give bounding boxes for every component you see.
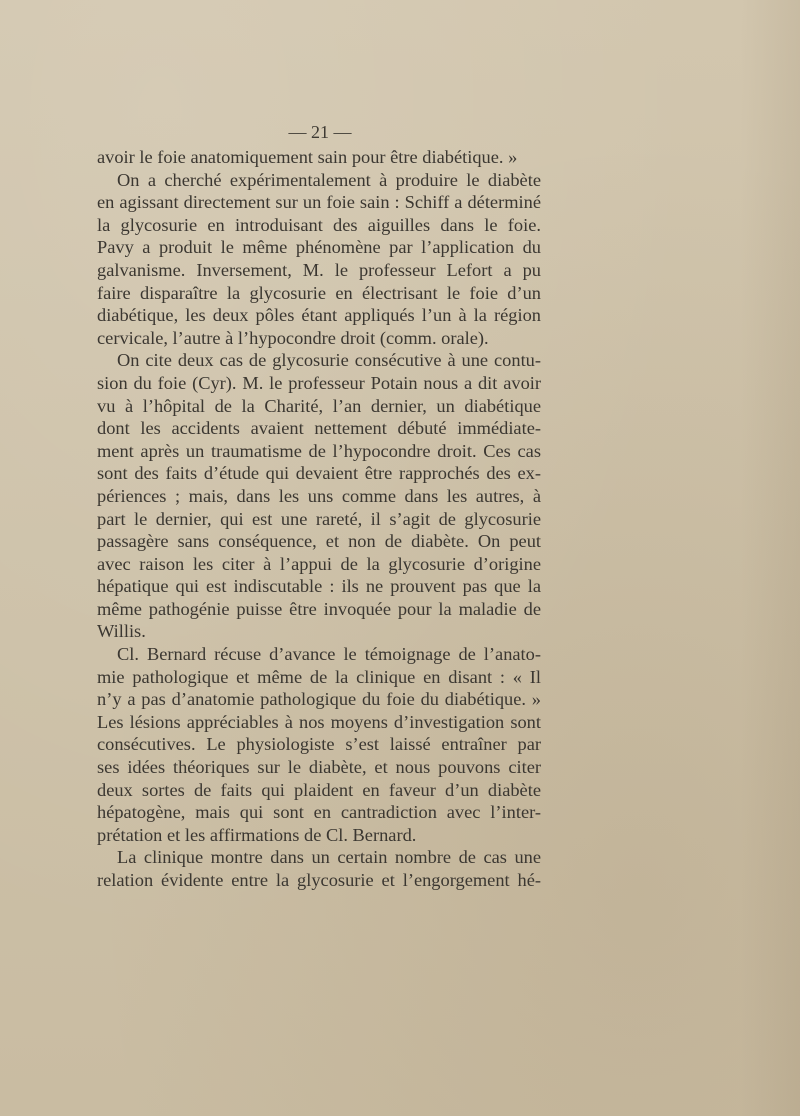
text-line: cervicale, l’autre à l’hypocondre droit (comm. orale). — [97, 327, 489, 348]
text-line: dont les accidents avaient nettement débuté immédiate- — [97, 418, 541, 439]
text-line: diabétique, les deux pôles étant appliqués l’un à la région — [97, 305, 541, 326]
text-line: périences ; mais, dans les uns comme dans les autres, à — [97, 485, 541, 506]
text-line: ment après un traumatisme de l’hypocondre droit. Ces cas — [97, 440, 541, 461]
text-line: faire disparaître la glycosurie en électrisant le foie d’un — [97, 282, 541, 303]
text-line: mie pathologique et même de la clinique en disant : « Il — [97, 666, 541, 687]
text-line: Willis. — [97, 621, 146, 642]
text-line: relation évidente entre la glycosurie et l’engorgement hé- — [97, 870, 541, 890]
text-line: galvanisme. Inversement, M. le professeur Lefort a pu — [97, 259, 541, 280]
text-line: consécutives. Le physiologiste s’est laissé entraîner par — [97, 734, 541, 755]
text-line: On cite deux cas de glycosurie consécutive à une contu- — [117, 350, 541, 371]
text-line: deux sortes de faits qui plaident en faveur d’un diabète — [97, 779, 541, 800]
text-line: même pathogénie puisse être invoquée pour la maladie de — [97, 598, 541, 619]
text-line: part le dernier, qui est une rareté, il s’agit de glycosurie — [97, 508, 541, 529]
text-line: La clinique montre dans un certain nombre de cas une — [117, 847, 541, 868]
text-line: Pavy a produit le même phénomène par l’application du — [97, 237, 541, 258]
text-line: hépatogène, mais qui sont en cantradiction avec l’inter- — [97, 802, 541, 823]
text-line: passagère sans conséquence, et non de diabète. On peut — [97, 531, 541, 552]
text-line: ses idées théoriques sur le diabète, et nous pouvons citer — [97, 757, 541, 778]
text-line: Les lésions appréciables à nos moyens d’investigation sont — [97, 711, 541, 732]
text-line: hépatique qui est indiscutable : ils ne prouvent pas que la — [97, 576, 541, 597]
text-line: Cl. Bernard récuse d’avance le témoignage de l’anato- — [117, 644, 541, 665]
page-number: — 21 — — [288, 122, 352, 142]
text-line: en agissant directement sur un foie sain : Schiff a déterminé — [97, 192, 541, 213]
text-line: sont des faits d’étude qui devaient être rapprochés des ex- — [97, 463, 541, 484]
body-text — [97, 146, 541, 892]
text-line: la glycosurie en introduisant des aiguilles dans le foie. — [97, 214, 541, 235]
text-line: sion du foie (Cyr). M. le professeur Potain nous a dit avoir — [97, 372, 541, 393]
text-line: vu à l’hôpital de la Charité, l’an dernier, un diabétique — [97, 395, 541, 416]
text-line: n’y a pas d’anatomie pathologique du foie du diabétique. » — [97, 689, 541, 710]
text-line: On a cherché expérimentalement à produire le diabète — [117, 169, 541, 190]
text-line: prétation et les affirmations de Cl. Bernard. — [97, 824, 417, 845]
text-line: avoir le foie anatomiquement sain pour être diabétique. » — [97, 147, 518, 167]
text-line: avec raison les citer à l’appui de la glycosurie d’origine — [97, 553, 541, 574]
